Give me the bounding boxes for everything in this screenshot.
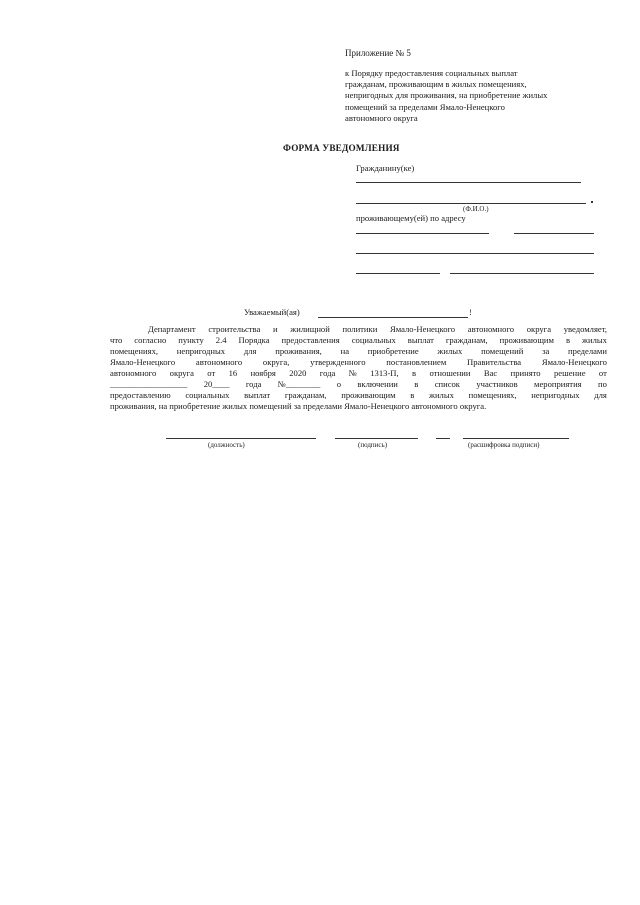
decode-line — [463, 438, 569, 439]
body-word: по — [597, 379, 607, 389]
form-title: ФОРМА УВЕДОМЛЕНИЯ — [283, 143, 400, 153]
annex-line: помещений за пределами Ямало-Ненецкого — [345, 101, 505, 112]
body-line — [110, 335, 607, 346]
body-word: Вас — [483, 368, 498, 378]
body-word: социальных — [351, 335, 396, 345]
body-word: на — [340, 346, 350, 356]
body-word: __________________ — [110, 379, 188, 389]
position-caption: (должность) — [208, 441, 245, 449]
body-word: жилых — [437, 346, 463, 356]
body-word: 1313-П, — [370, 368, 399, 378]
body-word: включении — [357, 379, 398, 389]
body-word: помещениях, — [468, 390, 517, 400]
body-word: мероприятия — [534, 379, 582, 389]
body-word: Ямало-Ненецкого — [110, 357, 176, 367]
body-word: в — [410, 390, 415, 400]
addressee-label: Гражданину(ке) — [356, 163, 415, 173]
body-word: приобретение — [367, 346, 419, 356]
body-word: 16 — [228, 368, 238, 378]
body-word: жилищной — [290, 324, 330, 334]
body-word: Ямало-Ненецкого — [541, 357, 607, 367]
body-word: принято — [510, 368, 541, 378]
annex-line: к Порядку предоставления социальных выплат — [345, 68, 518, 78]
body-word: непригодных — [176, 346, 226, 356]
position-line — [166, 438, 316, 439]
body-word: Правительства — [467, 357, 522, 367]
body-word: политики — [342, 324, 378, 334]
body-word: 2.4 — [215, 335, 227, 345]
body-word: строительства — [208, 324, 261, 334]
body-word: проживания, на приобретение жилых помещений за пределами Ямало-Ненецкого автономного округа. — [110, 401, 487, 411]
body-word: гражданам, — [445, 335, 488, 345]
decode-caption: (расшифровка подписи) — [468, 441, 540, 449]
body-word: социальных — [185, 390, 230, 400]
address-label: проживающему(ей) по адресу — [356, 213, 466, 223]
body-word: Порядка — [238, 335, 270, 345]
annex-title: Приложение № 5 — [345, 48, 411, 58]
notification-body — [110, 324, 607, 412]
addressee-line-1 — [356, 182, 581, 183]
body-word: 20____ — [203, 379, 230, 389]
body-word: пределами — [568, 346, 607, 356]
body-word: № — [348, 368, 357, 378]
address-line-2 — [356, 253, 594, 254]
body-word: округа, — [262, 357, 290, 367]
body-line — [110, 368, 607, 379]
body-word: для — [243, 346, 257, 356]
body-word: для — [594, 390, 607, 400]
signature-caption: (подпись) — [358, 441, 388, 449]
body-word: в — [414, 379, 419, 389]
greeting-end: ! — [469, 307, 472, 317]
body-word: от — [598, 368, 607, 378]
address-line-3a — [356, 273, 440, 274]
body-line — [110, 324, 607, 335]
body-word: участников — [476, 379, 518, 389]
body-word: предоставлению — [110, 390, 171, 400]
annex-line: гражданам, проживающим в жилых помещениях, — [345, 79, 527, 90]
body-line — [110, 379, 607, 390]
body-word: о — [336, 379, 341, 389]
body-word: от — [207, 368, 216, 378]
body-word: проживающим — [341, 390, 396, 400]
body-word: в — [412, 368, 417, 378]
body-line — [110, 401, 607, 412]
body-word: помещений — [481, 346, 524, 356]
body-word: выплат — [244, 390, 271, 400]
body-word: согласно — [134, 335, 167, 345]
body-word: автономного — [110, 368, 157, 378]
body-word: выплат — [407, 335, 434, 345]
body-word: гражданам, — [284, 390, 327, 400]
body-word: помещениях, — [110, 346, 159, 356]
body-word: пункту — [178, 335, 204, 345]
annex-reference — [345, 68, 590, 124]
body-word: и — [273, 324, 278, 334]
body-word: Департамент — [148, 324, 196, 334]
body-word: 2020 — [289, 368, 307, 378]
greeting-label: Уважаемый(ая) — [244, 307, 300, 317]
body-word: проживания, — [275, 346, 322, 356]
body-word: округа — [169, 368, 194, 378]
body-word: автономного — [467, 324, 515, 334]
addressee-fio-line — [356, 203, 586, 204]
body-word: решение — [553, 368, 586, 378]
decode-line-dash — [436, 438, 450, 439]
body-word: автономного — [195, 357, 243, 367]
greeting-name-line — [318, 317, 468, 318]
body-word: за — [542, 346, 550, 356]
address-line-1b — [514, 233, 594, 234]
body-line — [110, 346, 607, 357]
body-word: отношении — [429, 368, 471, 378]
scan-mark — [591, 201, 593, 203]
body-word: предоставления — [281, 335, 340, 345]
address-line-1a — [356, 233, 489, 234]
body-word: проживающим — [499, 335, 554, 345]
fio-caption: (Ф.И.О.) — [463, 205, 489, 213]
body-line — [110, 357, 607, 368]
body-word: жилых — [429, 390, 454, 400]
body-word: уведомляет, — [563, 324, 607, 334]
annex-line: непригодных для проживания, на приобретение жилых — [345, 90, 548, 101]
body-word: в — [565, 335, 571, 345]
body-word: ноября — [250, 368, 276, 378]
signature-line — [335, 438, 418, 439]
body-word: года — [245, 379, 262, 389]
body-word: Ямало-Ненецкого — [389, 324, 456, 334]
address-line-3b — [450, 273, 594, 274]
body-word: что — [110, 335, 123, 345]
body-word: №________ — [277, 379, 321, 389]
body-word: непригодных — [531, 390, 580, 400]
annex-line: автономного округа — [345, 112, 418, 123]
body-word: список — [434, 379, 460, 389]
body-line — [110, 390, 607, 401]
body-word: года — [319, 368, 336, 378]
body-word: постановлением — [386, 357, 447, 367]
body-word: утвержденного — [310, 357, 366, 367]
body-word: жилых — [582, 335, 607, 345]
body-word: округа — [526, 324, 552, 334]
